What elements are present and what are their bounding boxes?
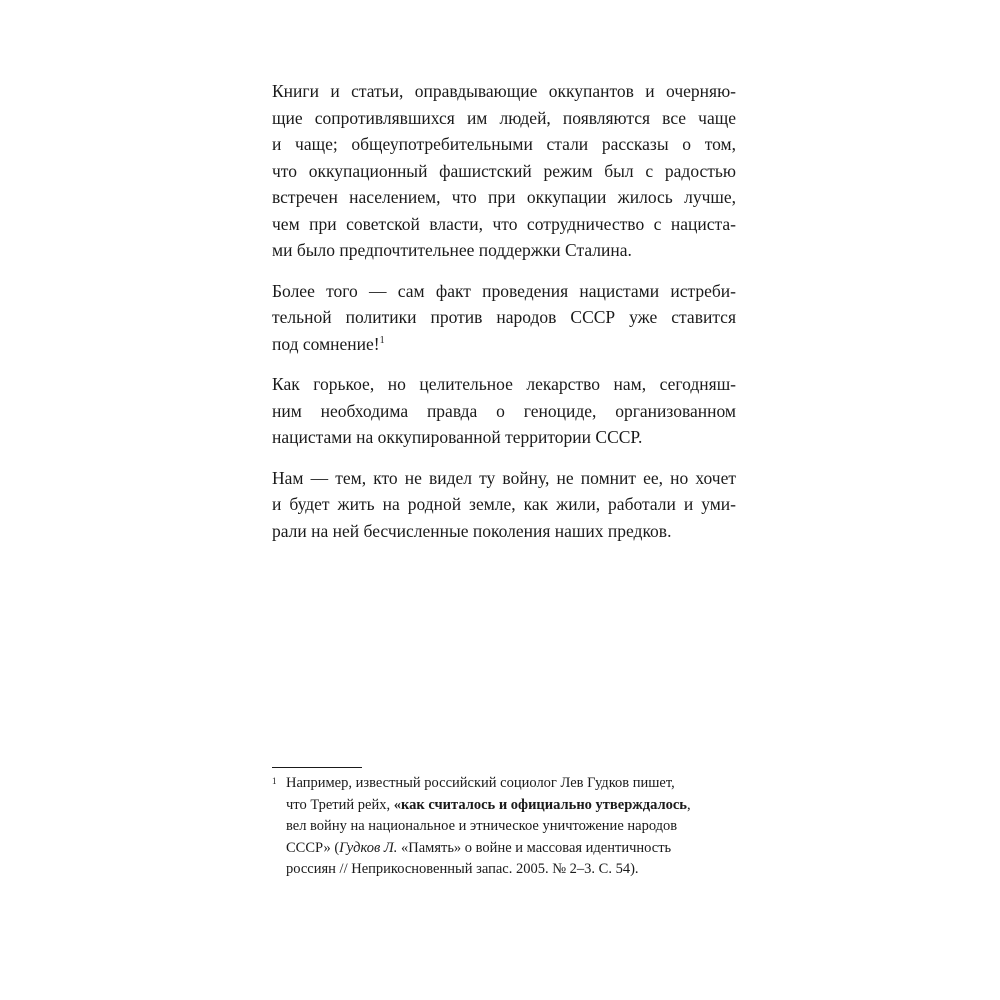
text-line: тельной политики против народов СССР уже ставится bbox=[272, 307, 736, 327]
text-line: под сомнение! bbox=[272, 333, 380, 354]
text-line: и будет жить на родной земле, как жили, работали и уми- bbox=[272, 494, 736, 514]
footnote-mark: 1 bbox=[272, 776, 277, 786]
footnote-line bbox=[286, 795, 736, 817]
footnote-text: , bbox=[686, 796, 691, 813]
text-line: чем при советской власти, что сотрудничество с нациста- bbox=[272, 213, 736, 234]
footnote bbox=[272, 773, 736, 881]
footnote-line: вел войну на национальное и этническое уничтожение народов bbox=[286, 818, 678, 834]
text-line-with-ref bbox=[272, 331, 736, 358]
paragraph-3 bbox=[272, 371, 736, 451]
paragraph-4 bbox=[272, 465, 736, 545]
text-line: и чаще; общеупотребительными стали рассказы о том, bbox=[272, 134, 736, 154]
text-line: Как горькое, но целительное лекарство нам, сегодняш- bbox=[272, 374, 736, 394]
main-text bbox=[272, 78, 736, 558]
text-line: нацистами на оккупированной территории СССР. bbox=[272, 427, 643, 447]
text-line: ним необходима правда о геноциде, организованном bbox=[272, 400, 736, 421]
footnote-author-italic: Гудков Л. bbox=[339, 839, 398, 856]
footnote-line: россиян // Неприкосновенный запас. 2005. № 2–3. С. 54). bbox=[286, 861, 639, 877]
footnote-reference[interactable]: 1 bbox=[379, 334, 385, 346]
text-line: ми было предпочтительнее поддержки Сталина. bbox=[272, 240, 632, 260]
footnote-body bbox=[286, 773, 736, 881]
footnote-text: «Память» о войне и массовая идентичность bbox=[397, 839, 672, 856]
text-line: Более того — сам факт проведения нацистами истреби- bbox=[272, 280, 736, 301]
footnote-line: Например, известный российский социолог Лев Гудков пишет, bbox=[286, 775, 675, 791]
footnote-text: что Третий рейх, bbox=[286, 796, 394, 813]
paragraph-2 bbox=[272, 278, 736, 358]
text-line: рали на ней бесчисленные поколения наших предков. bbox=[272, 520, 672, 541]
text-line: что оккупационный фашистский режим был с радостью bbox=[272, 160, 736, 181]
text-line: Нам — тем, кто не видел ту войну, не помнит ее, но хочет bbox=[272, 467, 736, 488]
paragraph-1 bbox=[272, 78, 736, 264]
footnote-quote-bold: «как считалось и официально утверждалось bbox=[393, 796, 687, 813]
text-line: встречен населением, что при оккупации жилось лучше, bbox=[272, 187, 736, 207]
footnote-line bbox=[286, 838, 736, 860]
text-line: Книги и статьи, оправдывающие оккупантов и очерняю- bbox=[272, 81, 736, 101]
footnote-text: СССР» ( bbox=[286, 839, 340, 856]
footnote-divider bbox=[272, 767, 362, 768]
text-line: щие сопротивлявшихся им людей, появляются все чаще bbox=[272, 107, 736, 128]
